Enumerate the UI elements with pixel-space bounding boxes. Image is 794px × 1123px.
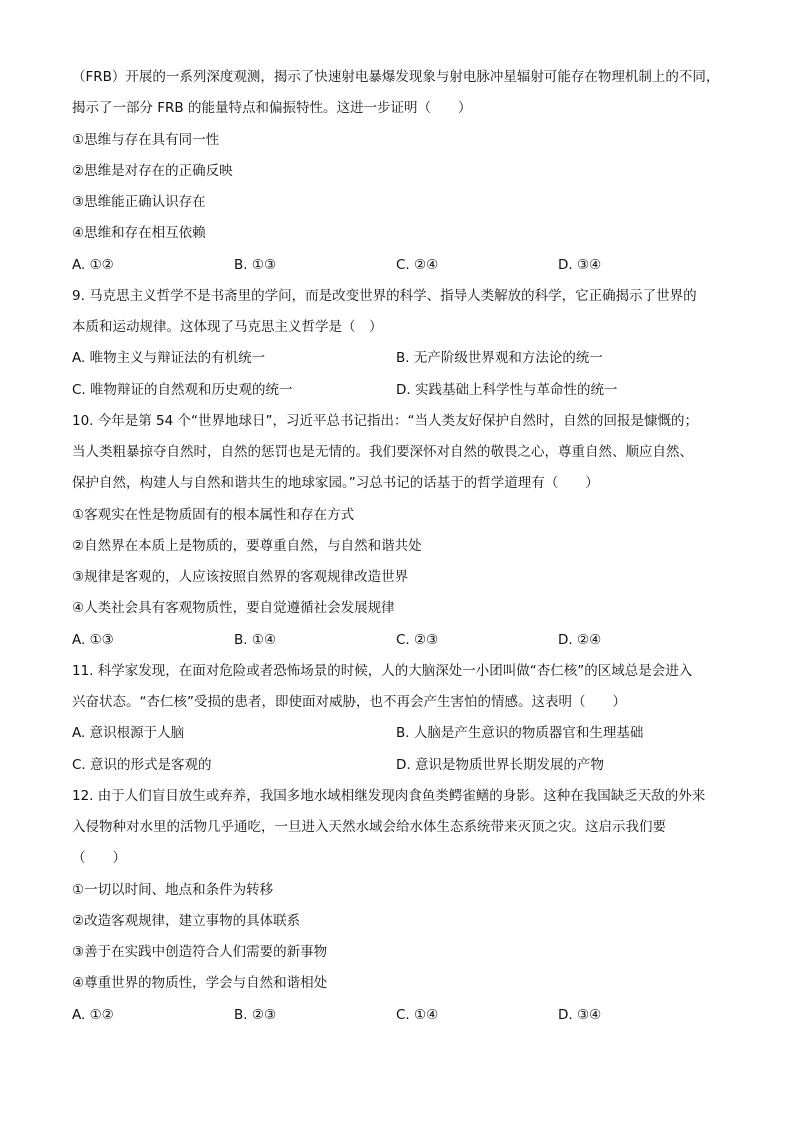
text-line: ③规律是客观的，人应该按照自然界的客观规律改造世界: [72, 569, 409, 585]
answer-options-row: [72, 254, 732, 285]
answer-option: B. ①④: [234, 631, 277, 648]
text-line: ①客观实在性是物质固有的根本属性和存在方式: [72, 506, 355, 523]
text-line: 兴奋状态。“杏仁核”受损的患者，即使面对威胁，也不再会产生害怕的情感。这表明（ ）: [72, 694, 626, 710]
text-line: ④思维和存在相互依赖: [72, 225, 206, 242]
text-line: 本质和运动规律。这体现了马克思主义哲学是（ ）: [72, 319, 383, 335]
answer-option: C. ②③: [396, 631, 439, 648]
answer-option: A. 唯物主义与辩证法的有机统一: [72, 350, 266, 367]
answer-option: C. ①④: [396, 1006, 439, 1023]
text-line: ④人类社会具有客观物质性，要自觉遵循社会发展规律: [72, 600, 395, 617]
answer-option: B. 无产阶级世界观和方法论的统一: [396, 350, 603, 367]
text-line: 揭示了一部分 FRB 的能量特点和偏振特性。这进一步证明（ ）: [72, 100, 472, 117]
answer-option: A. ①③: [72, 631, 114, 648]
text-line: 11. 科学家发现，在面对危险或者恐怖场景的时候，人的大脑深处一小团叫做“杏仁核”的区域总是会进入: [72, 662, 693, 679]
answer-option: A. ①②: [72, 256, 114, 273]
answer-option: D. ③④: [558, 256, 602, 273]
answer-options-row: [72, 347, 732, 378]
document-page: [72, 66, 732, 1035]
text-line: ②思维是对存在的正确反映: [72, 162, 233, 179]
text-line: 当人类粗暴掠夺自然时，自然的惩罚也是无情的。我们要深怀对自然的敬畏之心，尊重自然、顺应自然、: [72, 444, 693, 460]
answer-options-row: [72, 722, 732, 753]
answer-option: D. 实践基础上科学性与革命性的统一: [396, 381, 618, 398]
answer-options-row: [72, 754, 732, 785]
text-line: ③善于在实践中创造符合人们需要的新事物: [72, 944, 328, 960]
answer-option: B. 人脑是产生意识的物质器官和生理基础: [396, 725, 644, 742]
text-line: ④尊重世界的物质性，学会与自然和谐相处: [72, 975, 328, 992]
text-line: ①思维与存在具有同一性: [72, 131, 220, 148]
text-line: 12. 由于人们盲目放生或弃养，我国多地水域相继发现肉食鱼类鳄雀鳝的身影。这种在我国缺乏天敌的外来: [72, 787, 706, 804]
answer-options-row: [72, 379, 732, 410]
answer-option: C. 唯物辩证的自然观和历史观的统一: [72, 381, 293, 398]
text-line: 入侵物种对水里的活物几乎通吃，一旦进入天然水域会给水体生态系统带来灭顶之灾。这启示我们要: [72, 819, 666, 835]
answer-options-row: [72, 629, 732, 660]
text-line: 10. 今年是第 54 个“世界地球日”，习近平总书记指出：“当人类友好保护自然时，自然的回报是慷慨的；: [72, 412, 699, 429]
text-line: （FRB）开展的一系列深度观测，揭示了快速射电暴爆发现象与射电脉冲星辐射可能存在物理机制上的不同，: [72, 69, 720, 85]
text-line: ②改造客观规律，建立事物的具体联系: [72, 912, 301, 929]
text-line: ②自然界在本质上是物质的，要尊重自然，与自然和谐共处: [72, 537, 422, 554]
answer-option: C. ②④: [396, 256, 439, 273]
answer-option: A. ①②: [72, 1006, 114, 1023]
text-line: （ ）: [72, 850, 126, 867]
text-line: 9. 马克思主义哲学不是书斋里的学问，而是改变世界的科学、指导人类解放的科学，它正确揭示了世界的: [72, 287, 697, 304]
answer-option: B. ①③: [234, 256, 277, 273]
answer-options-row: [72, 1004, 732, 1035]
answer-option: D. ②④: [558, 631, 602, 648]
answer-option: C. 意识的形式是客观的: [72, 756, 212, 773]
text-line: 保护自然，构建人与自然和谐共生的地球家园。”习总书记的话基于的哲学道理有（ ）: [72, 475, 599, 492]
answer-option: A. 意识根源于人脑: [72, 725, 185, 742]
text-line: ③思维能正确认识存在: [72, 194, 206, 210]
answer-option: D. 意识是物质世界长期发展的产物: [396, 756, 604, 773]
answer-option: D. ③④: [558, 1006, 602, 1023]
answer-option: B. ②③: [234, 1006, 277, 1023]
text-line: ①一切以时间、地点和条件为转移: [72, 881, 274, 898]
